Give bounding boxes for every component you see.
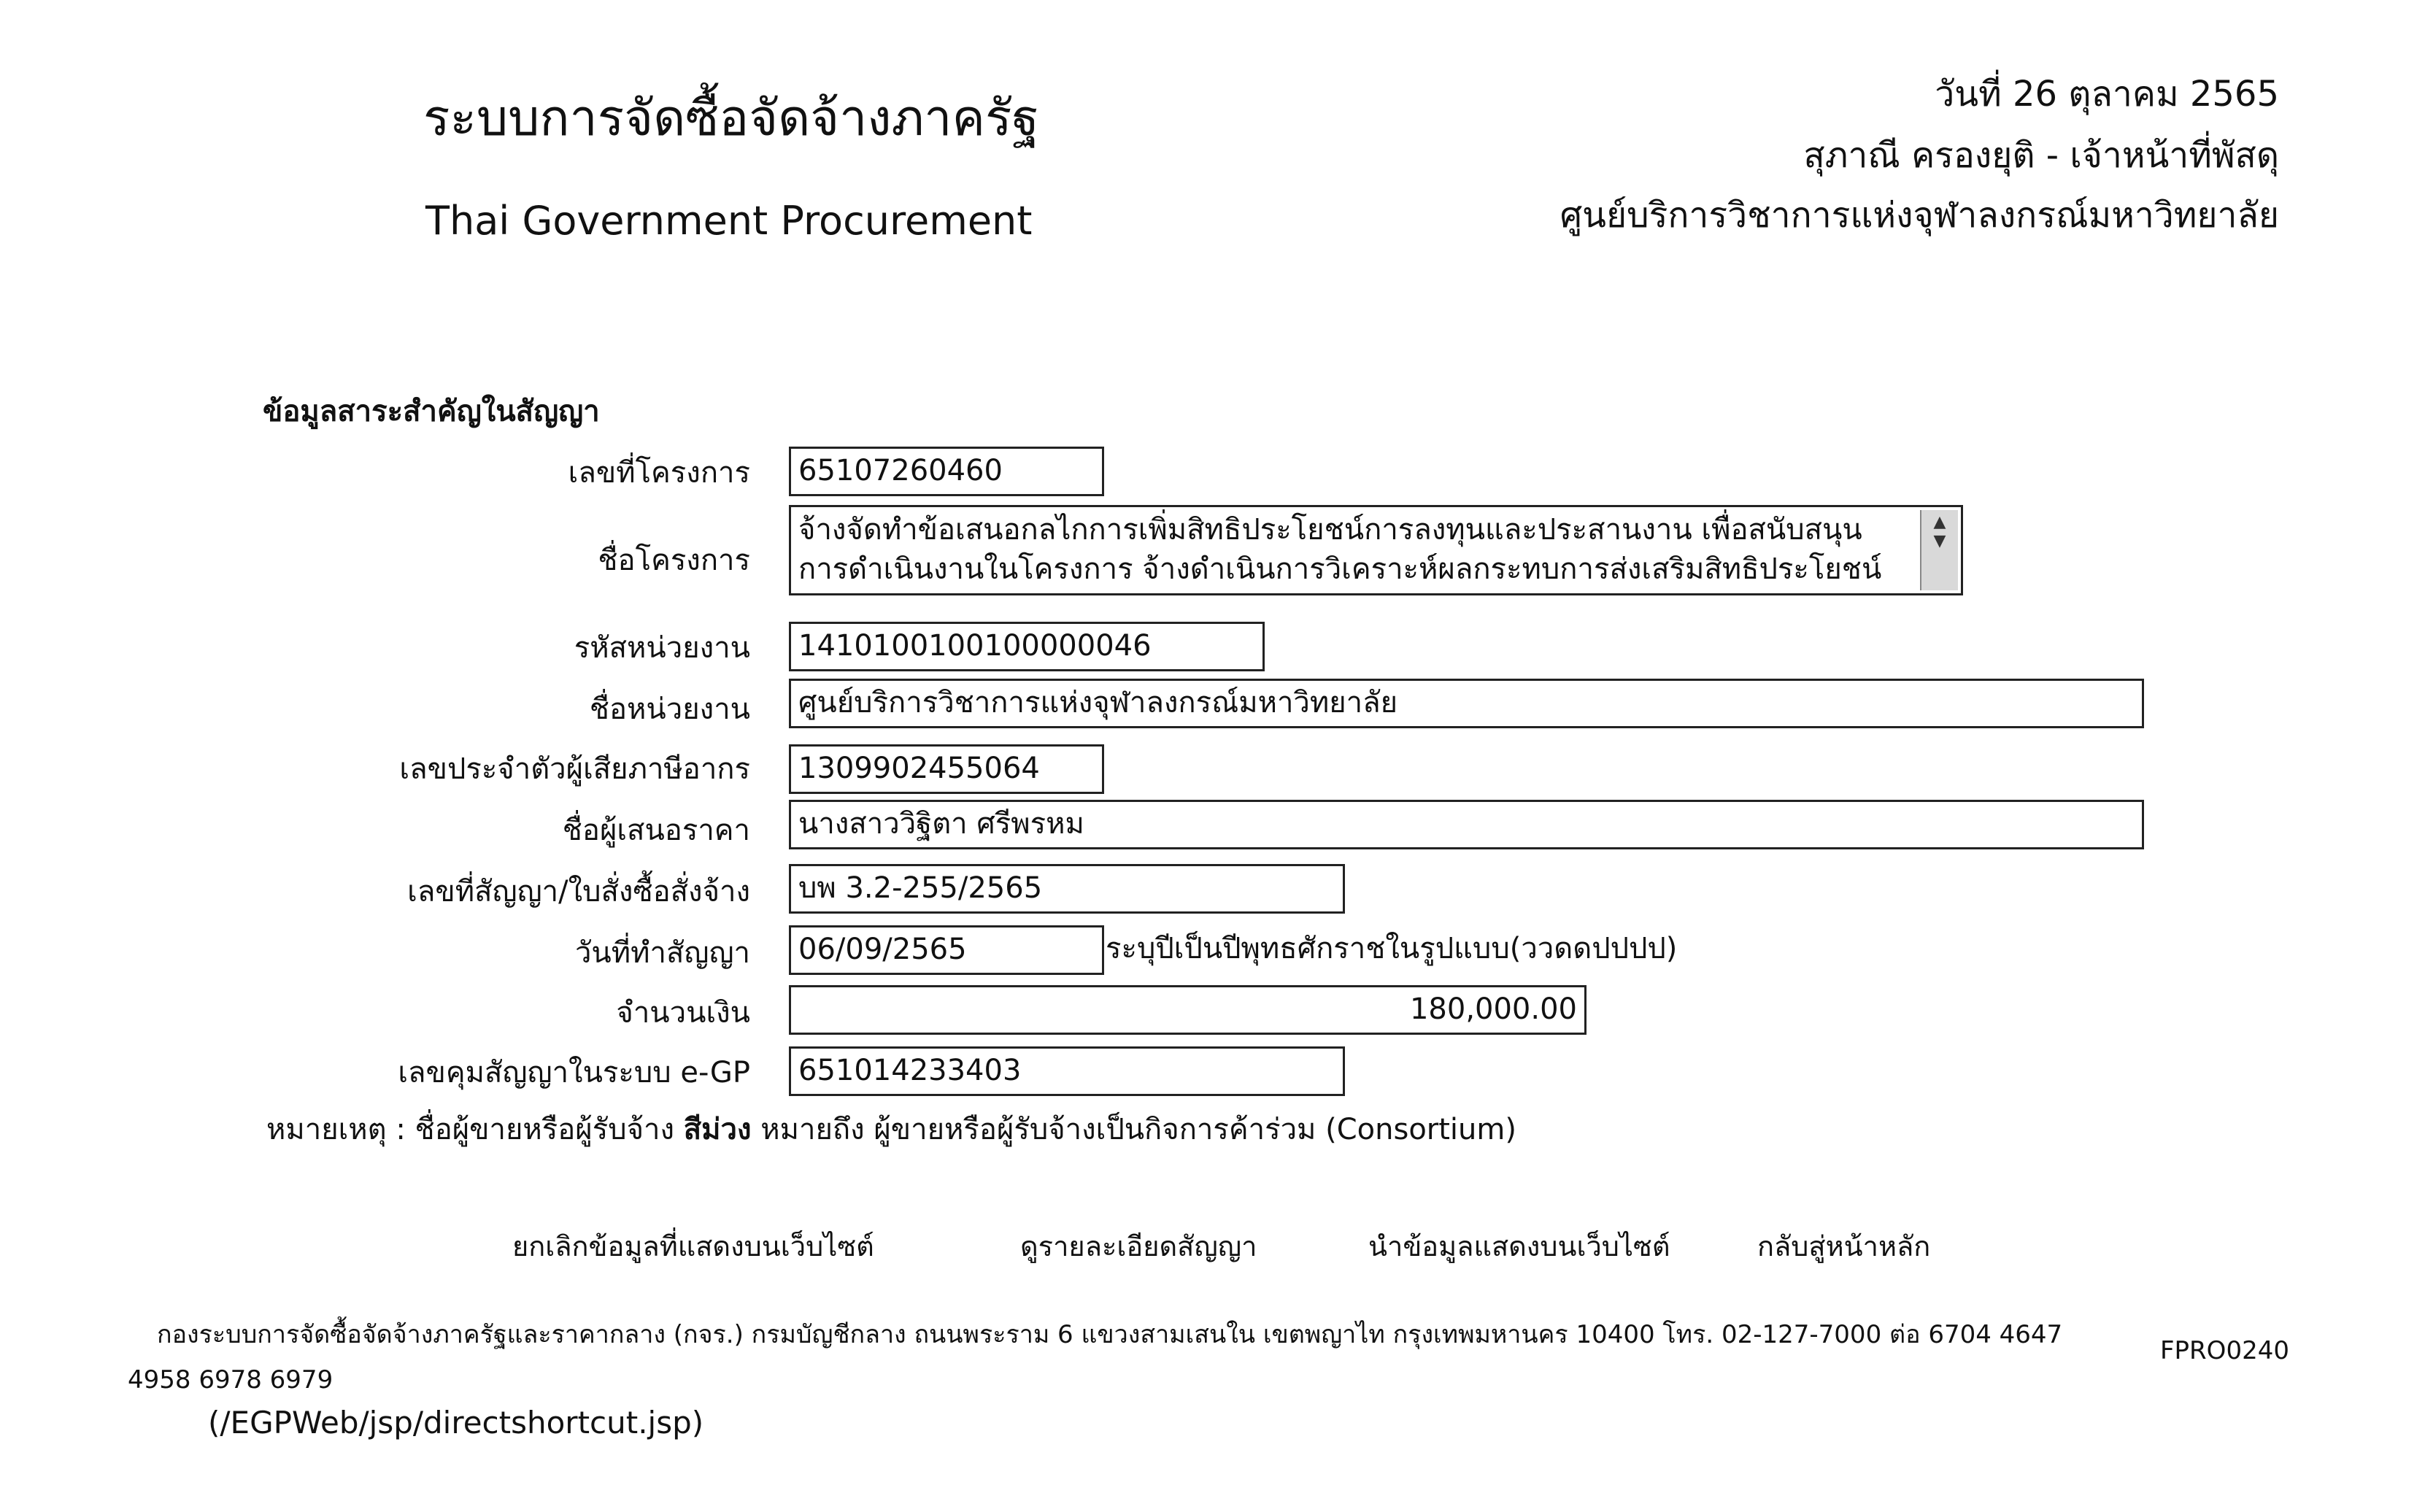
footer-address-line1: กองระบบการจัดซื้อจัดจ้างภาครัฐและราคากลาง (กจร.) กรมบัญชีกลาง ถนนพระราม 6 แขวงสามเสนใน เขตพญาไท กรุงเทพมหานคร 10400 โทร. 02-127-7000 ต่อ 6704 4647 <box>157 1320 2063 1349</box>
note-highlight: สีม่วง <box>683 1113 752 1146</box>
contract-no-field[interactable]: บพ 3.2-255/2565 <box>789 864 1345 914</box>
tax-id-field[interactable]: 1309902455064 <box>789 744 1104 794</box>
project-no-label: เลขที่โครงการ <box>568 456 750 490</box>
project-name-text: จ้างจัดทำข้อเสนอกลไกการเพิ่มสิทธิประโยชน์การลงทุนและประสานงาน เพื่อสนับสนุน การดำเนินงานในโครงการ จ้างดำเนินการวิเคราะห์ผลกระทบการส่งเสริมสิทธิประโยชน์ <box>798 513 1882 586</box>
footer-address-line2: 4958 6978 6979 <box>128 1365 334 1395</box>
dept-name-label: ชื่อหน่วยงาน <box>589 693 750 726</box>
section-title: ข้อมูลสาระสำคัญในสัญญา <box>263 395 600 428</box>
project-name-label: ชื่อโครงการ <box>598 544 750 577</box>
dept-name-field[interactable]: ศูนย์บริการวิชาการแห่งจุฬาลงกรณ์มหาวิทยาลัย <box>789 679 2144 728</box>
note-suffix: หมายถึง ผู้ขายหรือผู้รับจ้างเป็นกิจการค้าร่วม (Consortium) <box>751 1113 1516 1146</box>
amount-field[interactable]: 180,000.00 <box>789 985 1587 1035</box>
dept-code-field[interactable]: 1410100100100000046 <box>789 622 1265 671</box>
contract-no-label: เลขที่สัญญา/ใบสั่งซื้อสั่งจ้าง <box>407 875 750 909</box>
consortium-note <box>266 1109 1516 1150</box>
publish-to-website-link[interactable]: นำข้อมูลแสดงบนเว็บไซต์ <box>1368 1230 1670 1262</box>
scroll-up-arrow-icon[interactable]: ▲ <box>1933 513 1946 531</box>
note-prefix: หมายเหตุ : ชื่อผู้ขายหรือผู้รับจ้าง <box>266 1113 684 1146</box>
view-contract-details-link[interactable]: ดูรายละเอียดสัญญา <box>1020 1230 1257 1262</box>
footer-page-code: FPRO0240 <box>2160 1336 2289 1365</box>
tax-id-label: เลขประจำตัวผู้เสียภาษีอากร <box>399 752 750 786</box>
amount-label: จำนวนเงิน <box>616 996 750 1030</box>
bidder-field[interactable]: นางสาววิฐิตา ศรีพรหม <box>789 800 2144 849</box>
header-agency: ศูนย์บริการวิชาการแห่งจุฬาลงกรณ์มหาวิทยาลัย <box>1560 195 2279 236</box>
footer-page-path: (/EGPWeb/jsp/directshortcut.jsp) <box>208 1405 704 1440</box>
back-to-home-link[interactable]: กลับสู่หน้าหลัก <box>1757 1230 1931 1262</box>
contract-date-field[interactable]: 06/09/2565 <box>789 925 1104 975</box>
project-name-scrollbar[interactable] <box>1920 510 1958 590</box>
scroll-down-arrow-icon[interactable]: ▼ <box>1933 532 1946 550</box>
cancel-display-link[interactable]: ยกเลิกข้อมูลที่แสดงบนเว็บไซต์ <box>512 1230 874 1262</box>
page-title-th: ระบบการจัดซื้อจัดจ้างภาครัฐ <box>423 90 1040 147</box>
header-date: วันที่ 26 ตุลาคม 2565 <box>1935 74 2279 115</box>
dept-code-label: รหัสหน่วยงาน <box>574 631 750 665</box>
page-title-en: Thai Government Procurement <box>425 198 1033 244</box>
contract-date-hint: ระบุปีเป็นปีพุทธศักราชในรูปแบบ(ววดดปปปป) <box>1106 932 1678 965</box>
contract-date-label: วันที่ทำสัญญา <box>574 936 750 970</box>
bidder-label: ชื่อผู้เสนอราคา <box>562 814 750 847</box>
project-no-field[interactable]: 65107260460 <box>789 447 1104 496</box>
egp-no-label: เลขคุมสัญญาในระบบ e-GP <box>398 1056 750 1089</box>
egp-no-field[interactable]: 651014233403 <box>789 1046 1345 1096</box>
header-officer: สุภาณี ครองยุติ - เจ้าหน้าที่พัสดุ <box>1803 135 2279 176</box>
project-name-textarea[interactable] <box>789 505 1963 595</box>
